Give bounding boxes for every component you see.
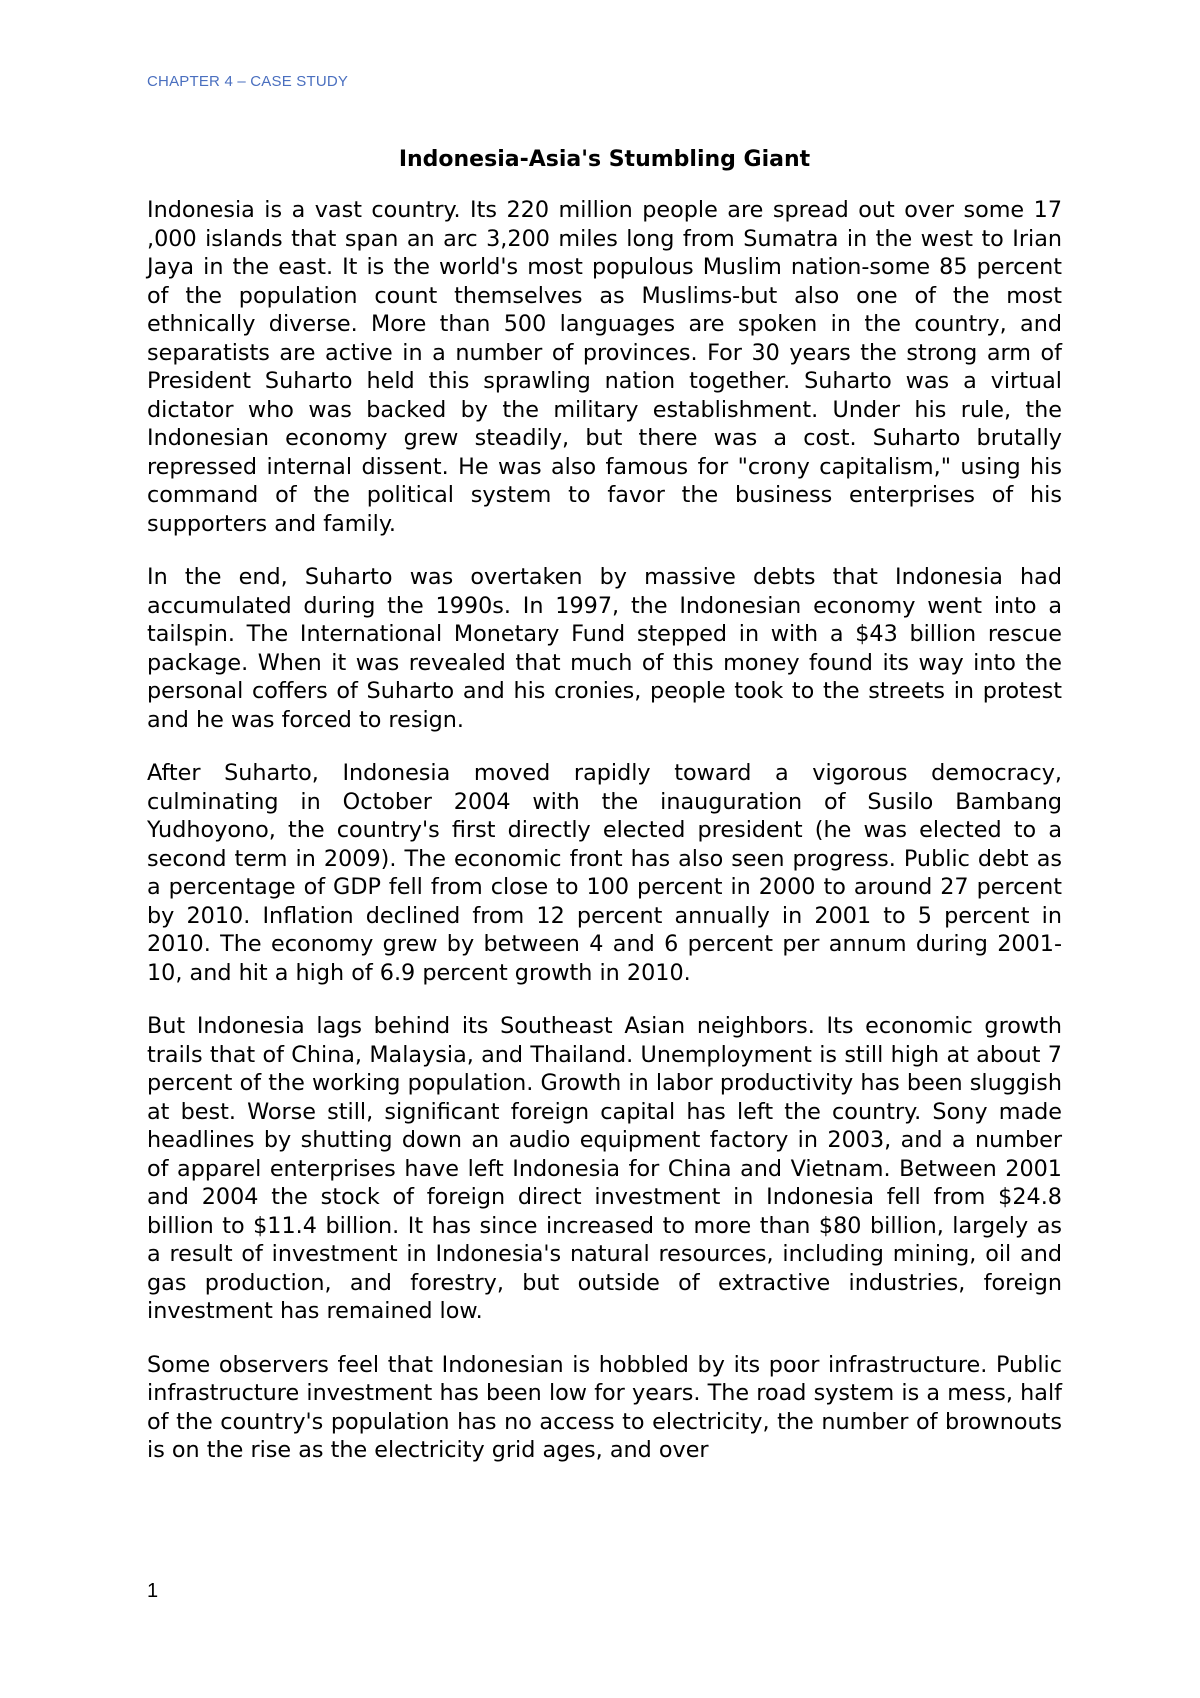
document-title: Indonesia-Asia's Stumbling Giant bbox=[398, 147, 811, 172]
chapter-header: CHAPTER 4 – CASE STUDY bbox=[147, 73, 349, 90]
body-text bbox=[147, 196, 1062, 1490]
page-number: 1 bbox=[147, 1580, 159, 1602]
paragraph: Some observers feel that Indonesian is hobbled by its poor infrastructure. Public infrastructure investment has been low for years. The road system is a mess, half of the country's population has no access to electricity, the number of brownouts is on the rise as the electricity grid ages, and over bbox=[147, 1351, 1062, 1463]
paragraph: Indonesia is a vast country. Its 220 million people are spread out over some 17 ,000 islands that span an arc 3,200 miles long from Sumatra in the west to Irian Jaya in the east. It is the world's most populous Muslim nation-some 85 percent of the population count themselves as Muslims-but also one of the most ethnically diverse. More than 500 languages are spoken in the country, and separatists are active in a number of provinces. For 30 years the strong arm of President Suharto held this sprawling nation together. Suharto was a virtual dictator who was backed by the military establishment. Under his rule, the Indonesian economy grew steadily, but there was a cost. Suharto brutally repressed internal dissent. He was also famous for "crony capitalism," using his command of the political system to favor the business enterprises of his supporters and family. bbox=[147, 197, 1062, 537]
paragraph: In the end, Suharto was overtaken by massive debts that Indonesia had accumulated during the 1990s. In 1997, the Indonesian economy went into a tailspin. The International Monetary Fund stepped in with a $43 billion rescue package. When it was revealed that much of this money found its way into the personal coffers of Suharto and his cronies, people took to the streets in protest and he was forced to resign. bbox=[147, 564, 1062, 733]
paragraph: After Suharto, Indonesia moved rapidly toward a vigorous democracy, culminating in October 2004 with the inauguration of Susilo Bambang Yudhoyono, the country's first directly elected president (he was elected to a second term in 2009). The economic front has also seen progress. Public debt as a percentage of GDP fell from close to 100 percent in 2000 to around 27 percent by 2010. Inflation declined from 12 percent annually in 2001 to 5 percent in 2010. The economy grew by between 4 and 6 percent per annum during 2001-10, and hit a high of 6.9 percent growth in 2010. bbox=[147, 760, 1062, 986]
paragraph: But Indonesia lags behind its Southeast Asian neighbors. Its economic growth trails that of China, Malaysia, and Thailand. Unemployment is still high at about 7 percent of the working population. Growth in labor productivity has been sluggish at best. Worse still, significant foreign capital has left the country. Sony made headlines by shutting down an audio equipment factory in 2003, and a number of apparel enterprises have left Indonesia for China and Vietnam. Between 2001 and 2004 the stock of foreign direct investment in Indonesia fell from $24.8 billion to $11.4 billion. It has since increased to more than $80 billion, largely as a result of investment in Indonesia's natural resources, including mining, oil and gas production, and forestry, but outside of extractive industries, foreign investment has remained low. bbox=[147, 1013, 1062, 1324]
